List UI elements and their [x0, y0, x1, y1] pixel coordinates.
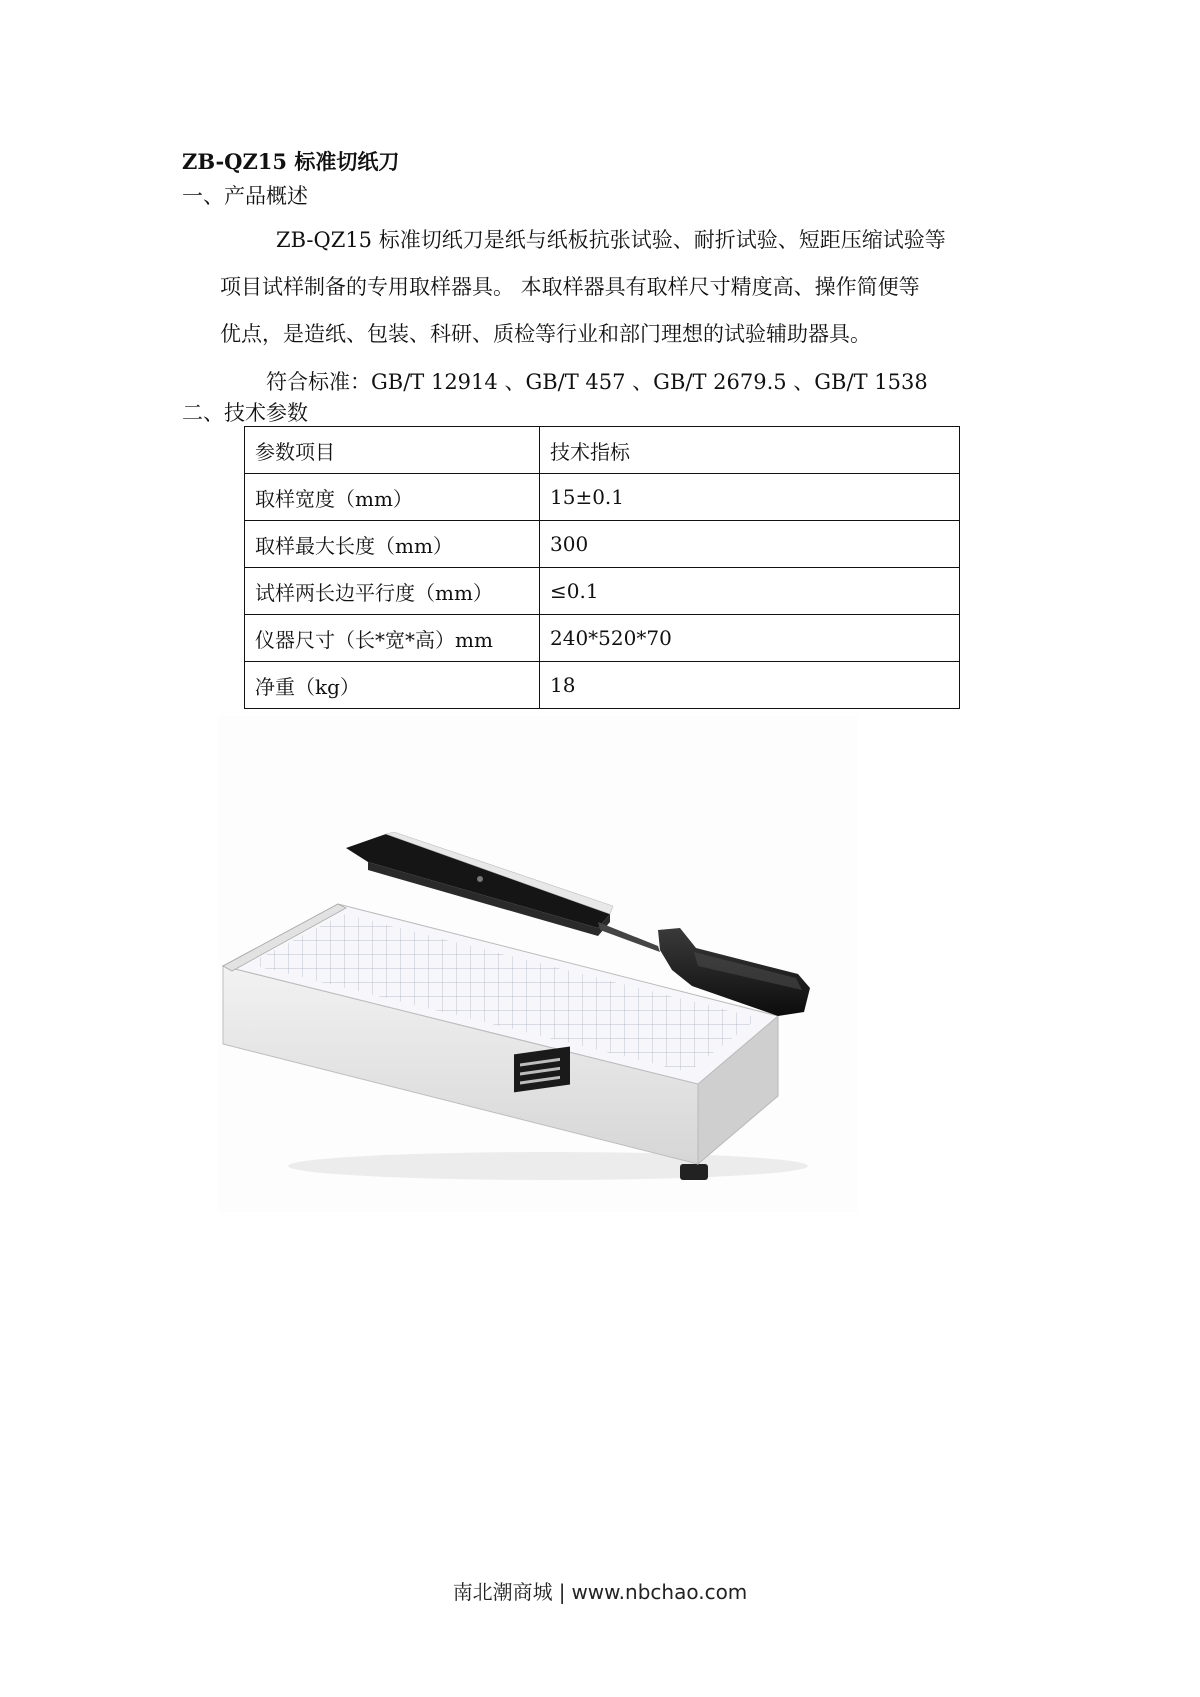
- table-cell: 240*520*70: [540, 615, 960, 662]
- spec-table: [244, 426, 960, 709]
- table-cell: 15±0.1: [540, 474, 960, 521]
- table-row: [245, 474, 960, 521]
- table-cell: 净重（kg）: [245, 662, 540, 709]
- section-heading-specs: 二、技术参数: [182, 401, 308, 425]
- standards-line: 符合标准：GB/T 12914 、GB/T 457 、GB/T 2679.5 、GB/T 1538: [266, 370, 928, 394]
- table-cell: ≤0.1: [540, 568, 960, 615]
- footer: [0, 1576, 1200, 1605]
- footer-site-name: 南北潮商城: [452, 1580, 553, 1604]
- table-cell: 取样宽度（mm）: [245, 474, 540, 521]
- table-cell: 仪器尺寸（长*宽*高）mm: [245, 615, 540, 662]
- table-header-cell: 技术指标: [540, 427, 960, 474]
- document-title: ZB-QZ15 标准切纸刀: [182, 149, 400, 174]
- overview-line-1: ZB-QZ15 标准切纸刀是纸与纸板抗张试验、耐折试验、短距压缩试验等: [276, 228, 946, 252]
- overview-line-3: 优点，是造纸、包装、科研、质检等行业和部门理想的试验辅助器具。: [220, 322, 871, 346]
- paper-cutter-illustration: [218, 716, 858, 1212]
- table-header-cell: 参数项目: [245, 427, 540, 474]
- table-cell: 18: [540, 662, 960, 709]
- table-cell: 300: [540, 521, 960, 568]
- table-cell: 试样两长边平行度（mm）: [245, 568, 540, 615]
- section-heading-overview: 一、产品概述: [182, 184, 308, 208]
- table-row: [245, 521, 960, 568]
- table-row: [245, 662, 960, 709]
- table-row: [245, 568, 960, 615]
- overview-line-2: 项目试样制备的专用取样器具。 本取样器具有取样尺寸精度高、操作简便等: [220, 275, 920, 299]
- table-header-row: [245, 427, 960, 474]
- product-image: [218, 716, 858, 1212]
- footer-url-link[interactable]: www.nbchao.com: [571, 1580, 748, 1604]
- footer-separator: |: [558, 1580, 566, 1604]
- table-cell: 取样最大长度（mm）: [245, 521, 540, 568]
- table-row: [245, 615, 960, 662]
